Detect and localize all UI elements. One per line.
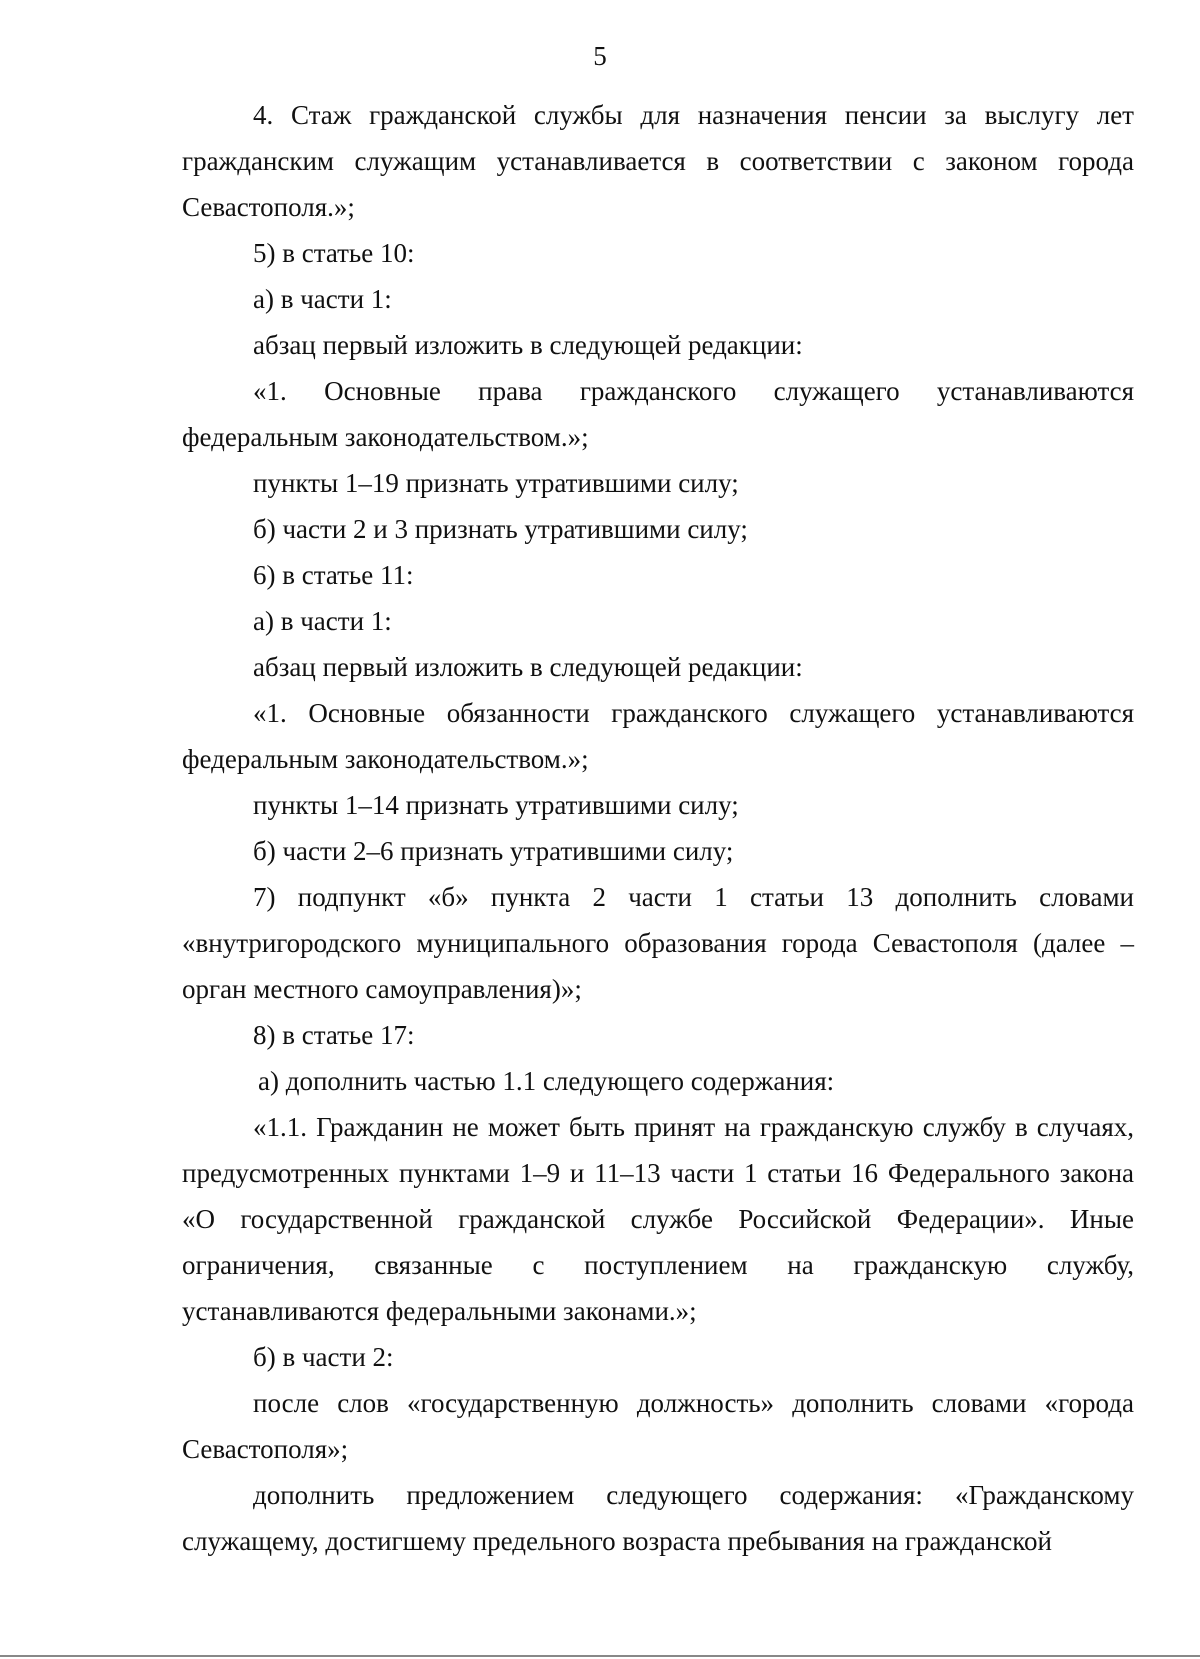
paragraph: 5) в статье 10: <box>253 238 415 268</box>
paragraph: «1. Основные обязанности гражданского служащего устанавливаются федеральным законодательством.»; <box>182 698 1134 774</box>
paragraph: абзац первый изложить в следующей редакции: <box>253 330 803 360</box>
paragraph: б) части 2–6 признать утратившими силу; <box>253 836 734 866</box>
paragraph: а) дополнить частью 1.1 следующего содержания: <box>258 1066 835 1096</box>
paragraph: пункты 1–14 признать утратившими силу; <box>253 790 739 820</box>
document-body <box>182 92 1134 1564</box>
paragraph: а) в части 1: <box>253 606 392 636</box>
paragraph: 8) в статье 17: <box>253 1020 415 1050</box>
paragraph: б) части 2 и 3 признать утратившими силу; <box>253 514 748 544</box>
paragraph: «1.1. Гражданин не может быть принят на гражданскую службу в случаях, предусмотренных пунктами 1–9 и 11–13 части 1 статьи 16 Федерального закона «О государственной гражданской службе Российской Федерации». Иные ограничения, связанные с поступлением на гражданскую службу, устанавливаются федеральными законами.»; <box>182 1112 1134 1326</box>
paragraph: абзац первый изложить в следующей редакции: <box>253 652 803 682</box>
paragraph: 4. Стаж гражданской службы для назначения пенсии за выслугу лет гражданским служащим устанавливается в соответствии с законом города Севастополя.»; <box>182 100 1134 222</box>
page-number: 5 <box>593 41 607 71</box>
paragraph: а) в части 1: <box>253 284 392 314</box>
paragraph: 7) подпункт «б» пункта 2 части 1 статьи 13 дополнить словами «внутригородского муниципального образования города Севастополя (далее – орган местного самоуправления)»; <box>182 882 1134 1004</box>
paragraph: «1. Основные права гражданского служащего устанавливаются федеральным законодательством.»; <box>182 376 1134 452</box>
paragraph: пункты 1–19 признать утратившими силу; <box>253 468 739 498</box>
paragraph: дополнить предложением следующего содержания: «Гражданскому служащему, достигшему предельного возраста пребывания на гражданской <box>182 1480 1134 1556</box>
paragraph: 6) в статье 11: <box>253 560 414 590</box>
scan-edge-line <box>0 1655 1200 1657</box>
paragraph: б) в части 2: <box>253 1342 394 1372</box>
paragraph: после слов «государственную должность» дополнить словами «города Севастополя»; <box>182 1388 1134 1464</box>
